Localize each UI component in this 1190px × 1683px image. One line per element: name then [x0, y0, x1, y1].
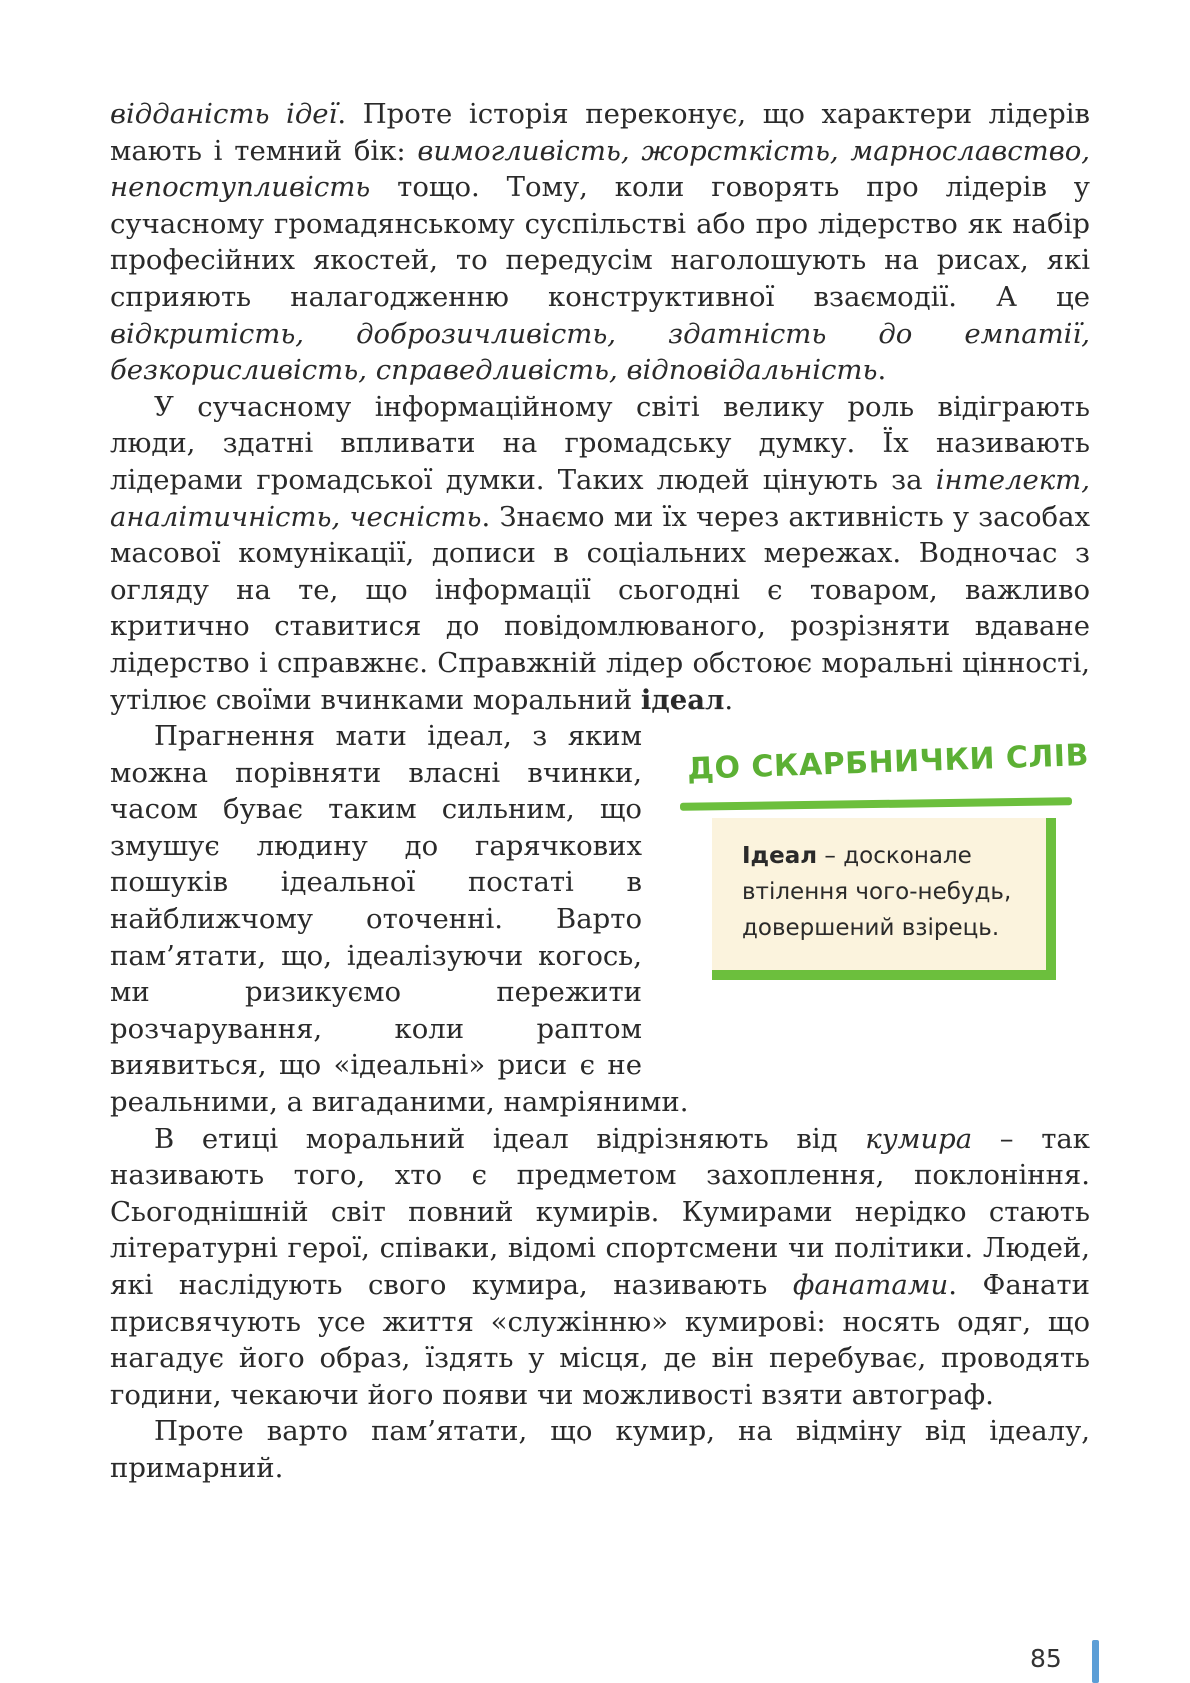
text-run: . Знаємо ми їх через активність у засобах масової комунікації, дописи в соціальних мережах. Водночас з огляду на те, що інформації сьогодні є товаром, важливо критично ставитися до повідомлюваного, розрізняти вдаване лідерство і справжнє. Справжній лідер обстоює моральні цінності, утілює своїми вчинками моральний [110, 500, 1090, 716]
text-run: . Фанати присвячують усе життя «служінню» кумирові: носять одяг, що нагадує його образ, їздять у місця, де він перебуває, проводять години, чекаючи його появи чи можливості взяти автограф. [110, 1269, 1090, 1411]
definition-text: – досконале втілення чого-небудь, довершений взірець. [742, 843, 1012, 942]
text-run: У сучасному інформаційному світі велику роль відіграють люди, здатні впливати на громадську думку. Їх називають лідерами громадської думки. Таких людей цінують за [110, 390, 1090, 496]
text-run: – так називають того, хто є предметом захоплення, поклоніння. Сьогоднішній світ повний кумирів. Кумирами нерідко стають літературні герої, співаки, відомі спортсмени чи політики. Людей, які наслідують свого кумира, називають [110, 1122, 1090, 1301]
text-run: тощо. Тому, коли говорять про лідерів у сучасному громадянському суспільстві або про лідерство як набір професійних якостей, то передусім наголошують на рисах, які сприяють налагодженню конструктивної взаємодії. А це [110, 171, 1090, 313]
text-run: . [724, 683, 734, 716]
definition-term: Ідеал [742, 843, 818, 870]
main-text [110, 96, 1090, 1487]
vocabulary-title: ДО СКАРБНИЧКИ СЛІВ [686, 738, 1090, 788]
italic-term: відданість ідеї [110, 98, 338, 130]
paragraph-4 [110, 1121, 1090, 1414]
paragraph-1 [110, 96, 1090, 389]
definition-card [712, 818, 1056, 980]
paragraph-2 [110, 389, 1090, 718]
italic-term: вимогливість, жорсткість, марнославство, непоступливість [110, 134, 1090, 204]
vocabulary-sidebar [670, 738, 1090, 1072]
italic-term: фанатами [792, 1269, 949, 1301]
italic-term: кумира [865, 1122, 973, 1155]
paragraph-with-sidebar [110, 718, 1090, 1121]
paragraph-5 [110, 1413, 1090, 1486]
italic-term: інтелект, аналітичність, чесність [110, 463, 1090, 533]
title-underline [680, 797, 1072, 810]
text-run: Прагнення мати ідеал, з яким можна порівняти власні вчинки, часом буває таким сильним, що змушує людину до гарячкових пошуків ідеальної постаті в найближчому оточенні. Варто пам’ятати, що, ідеалізуючи когось, ми ризикуємо пережити розчарування, коли раптом виявиться, що «ідеальні» риси є не реальними, а вигаданими, намріяними. [110, 720, 689, 1119]
page-number: 85 [1030, 1644, 1062, 1673]
page-edge-marker [1092, 1640, 1099, 1683]
italic-term: відкритість, доброзичливість, здатність до емпатії, безкорисливість, справедливість, відповідальність [110, 317, 1090, 387]
text-run: . Проте історія переконує, що характери лідерів мають і темний бік: [110, 98, 1090, 167]
text-run: В етиці моральний ідеал відрізняють від [154, 1122, 866, 1155]
text-run: Проте варто пам’ятати, що кумир, на відміну від ідеалу, примарний. [110, 1415, 1090, 1484]
text-run: . [877, 354, 887, 387]
bold-term: ідеал [640, 683, 725, 716]
